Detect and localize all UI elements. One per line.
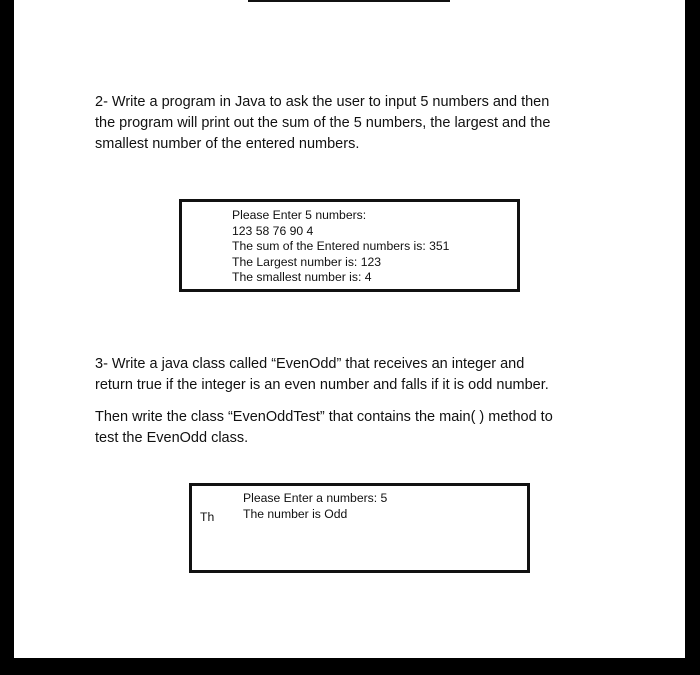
question-3-text bbox=[95, 354, 549, 396]
question-3-instruction bbox=[95, 407, 553, 449]
text-fragment: Th bbox=[200, 510, 215, 524]
output-line: The number is Odd bbox=[243, 506, 348, 521]
output-line: The sum of the Entered numbers is: 351 bbox=[232, 239, 450, 253]
output-line: The Largest number is: 123 bbox=[232, 254, 382, 269]
question-2-text bbox=[95, 92, 550, 155]
question-2-line: 2- Write a program in Java to ask the user to input 5 numbers and then bbox=[95, 94, 550, 110]
question-3-line: Then write the class “EvenOddTest” that contains the main( ) method to bbox=[95, 409, 553, 425]
output-line: 123 58 76 90 4 bbox=[232, 223, 314, 238]
output-line: Please Enter a numbers: 5 bbox=[243, 491, 388, 505]
question-3-line: return true if the integer is an even number and falls if it is odd number. bbox=[95, 377, 549, 393]
question-3-line: test the EvenOdd class. bbox=[95, 430, 249, 446]
question-2-output bbox=[232, 208, 449, 286]
question-3-line: 3- Write a java class called “EvenOdd” that receives an integer and bbox=[95, 356, 525, 372]
output-line: Please Enter 5 numbers: bbox=[232, 208, 367, 222]
output-line: The smallest number is: 4 bbox=[232, 270, 372, 284]
question-3-output bbox=[243, 491, 387, 522]
top-divider-line bbox=[248, 0, 450, 2]
question-2-line: smallest number of the entered numbers. bbox=[95, 136, 360, 152]
question-2-line: the program will print out the sum of the 5 numbers, the largest and the bbox=[95, 115, 551, 131]
